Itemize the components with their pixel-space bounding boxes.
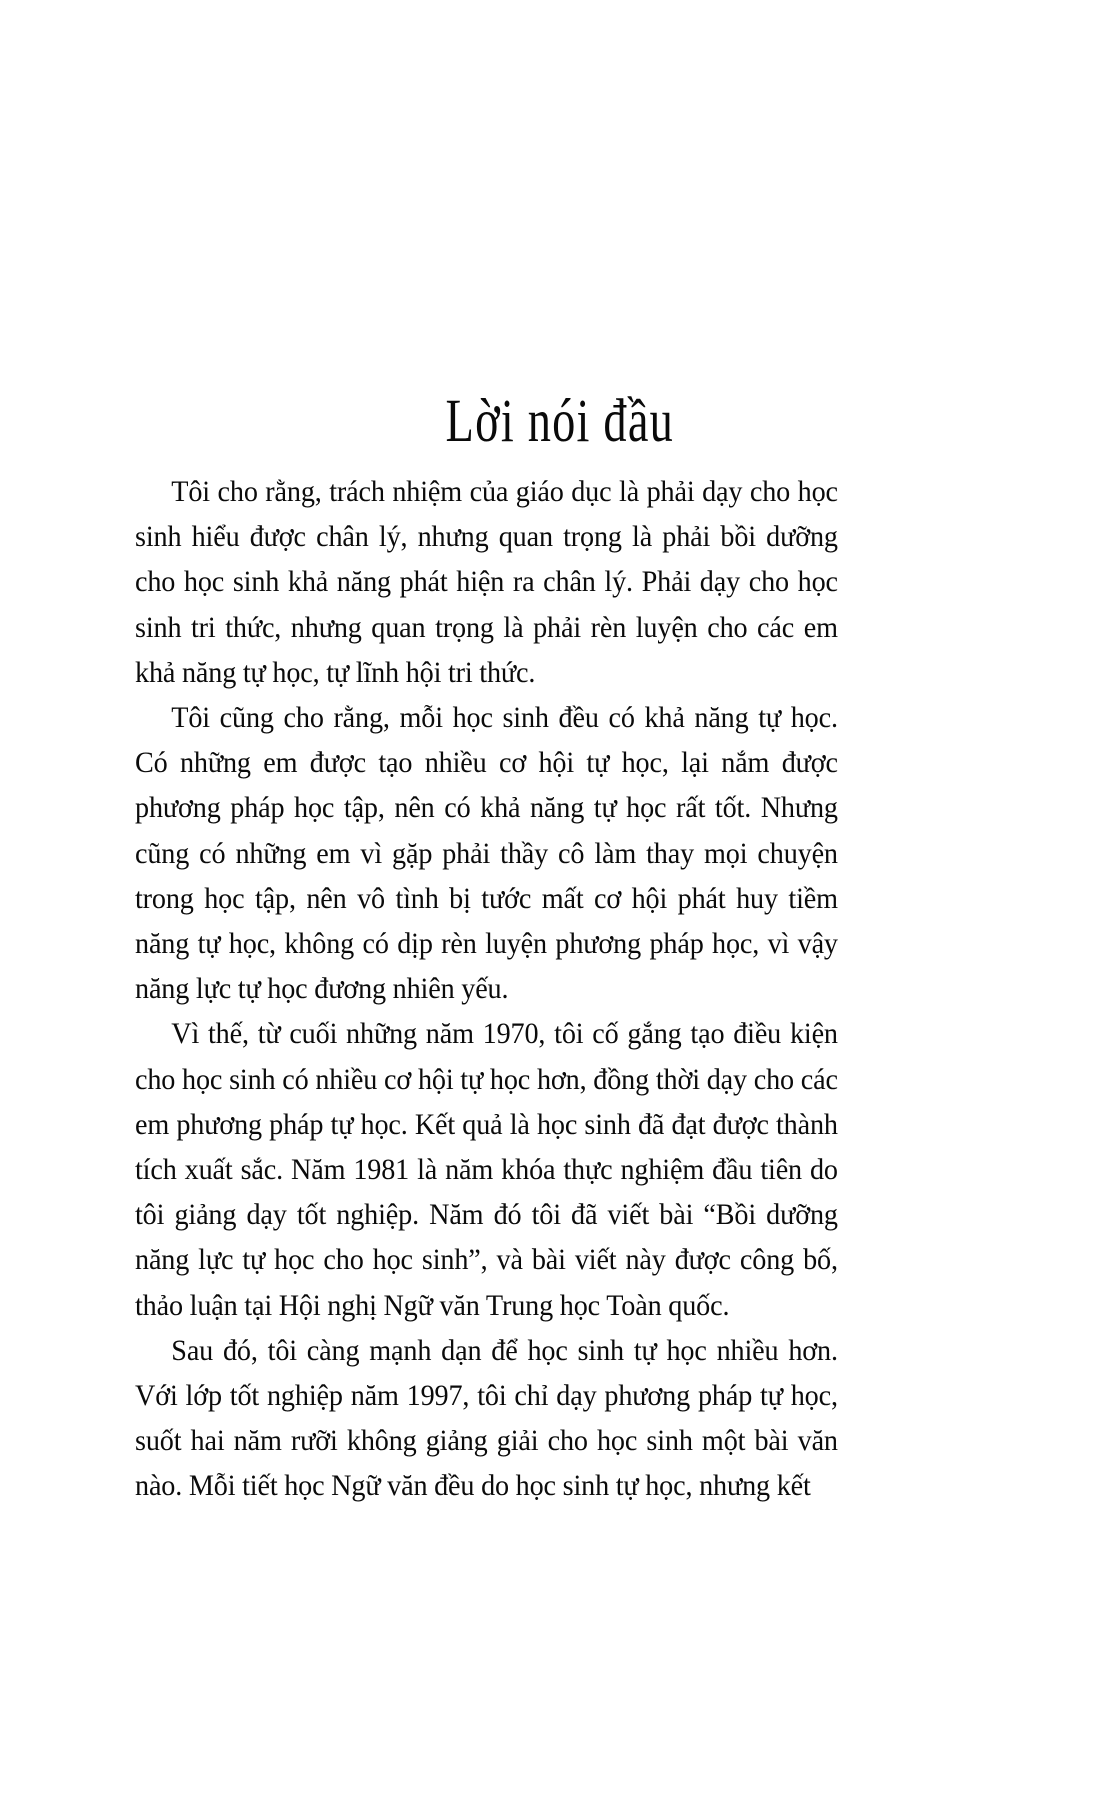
page-title: Lời nói đầu — [445, 385, 674, 455]
body-text-column — [135, 470, 871, 1510]
paragraph-3: Vì thế, từ cuối những năm 1970, tôi cố gắng tạo điều kiện cho học sinh có nhiều cơ hội tự học hơn, đồng thời dạy cho các em phương pháp tự học. Kết quả là học sinh đã đạt được thành tích xuất sắc. Năm 1981 là năm khóa thực nghiệm đầu tiên do tôi giảng dạy tốt nghiệp. Năm đó tôi đã viết bài “Bồi dưỡng năng lực tự học cho học sinh”, và bài viết này được công bố, thảo luận tại Hội nghị Ngữ văn Trung học Toàn quốc. — [135, 1018, 838, 1322]
paragraph-4: Sau đó, tôi càng mạnh dạn để học sinh tự học nhiều hơn. Với lớp tốt nghiệp năm 1997, tôi chỉ dạy phương pháp tự học, suốt hai năm rưỡi không giảng giải cho học sinh một bài văn nào. Mỗi tiết học Ngữ văn đều do học sinh tự học, nhưng kết — [135, 1334, 838, 1503]
paragraph-1: Tôi cho rằng, trách nhiệm của giáo dục là phải dạy cho học sinh hiểu được chân lý, nhưng quan trọng là phải bồi dưỡng cho học sinh khả năng phát hiện ra chân lý. Phải dạy cho học sinh tri thức, nhưng quan trọng là phải rèn luyện cho các em khả năng tự học, tự lĩnh hội tri thức. — [135, 476, 838, 689]
paragraph-2: Tôi cũng cho rằng, mỗi học sinh đều có khả năng tự học. Có những em được tạo nhiều cơ hội tự học, lại nắm được phương pháp học tập, nên có khả năng tự học rất tốt. Nhưng cũng có những em vì gặp phải thầy cô làm thay mọi chuyện trong học tập, nên vô tình bị tước mất cơ hội phát huy tiềm năng tự học, không có dịp rèn luyện phương pháp học, vì vậy năng lực tự học đương nhiên yếu. — [135, 702, 838, 1006]
